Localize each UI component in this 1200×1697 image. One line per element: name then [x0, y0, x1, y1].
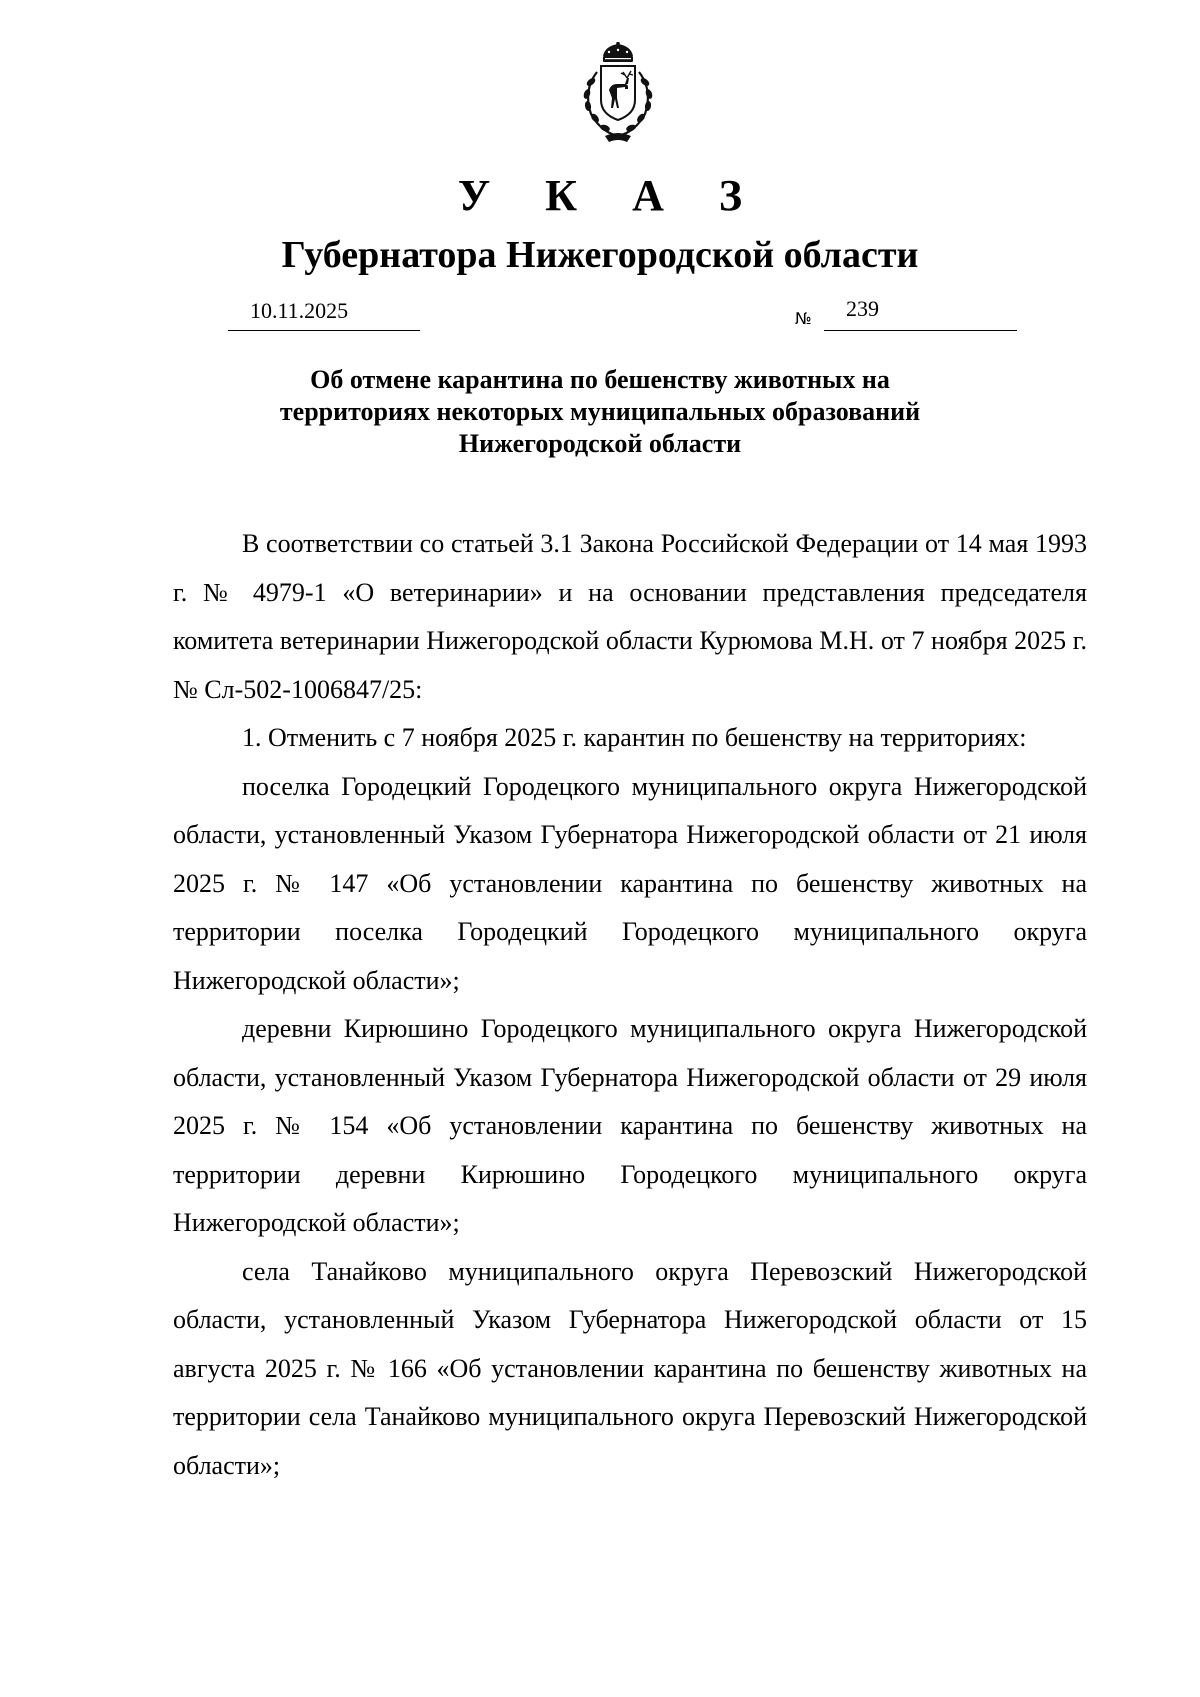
body-paragraph-kiryushino: деревни Кирюшино Городецкого муниципального округа Нижегородской области, установленный Указом Губернатора Нижегородской области от 29 июля 2025 г. № 154 «Об установлении карантина по бешенству животных на территории деревни Кирюшино Городецкого муниципального округа Нижегородской области»;: [173, 1014, 1087, 1237]
document-body: [173, 520, 1087, 1490]
document-type-title: У К А З: [457, 171, 765, 220]
coat-of-arms-icon: [565, 42, 671, 146]
number-sign: №: [795, 309, 812, 328]
body-paragraph-item-1: 1. Отменить с 7 ноября 2025 г. карантин по бешенству на территориях:: [242, 723, 1027, 752]
document-date: 10.11.2025: [250, 298, 349, 323]
number-field: [824, 296, 1017, 331]
document-number: 239: [846, 296, 879, 321]
date-field: [228, 296, 420, 331]
issuer-title: Губернатора Нижегородской области: [281, 234, 919, 276]
body-paragraph-preamble: В соответствии со статьей 3.1 Закона Российской Федерации от 14 мая 1993 г. № 4979-1 «О ветеринарии» и на основании представления председателя комитета ветеринарии Нижегородской области Курюмова М.Н. от 7 ноября 2025 г. № Сл-502-1006847/25:: [173, 529, 1087, 704]
document-subject: [200, 364, 1000, 460]
subject-line-2: территориях некоторых муниципальных образований: [279, 397, 921, 426]
body-paragraph-gorodetsky: поселка Городецкий Городецкого муниципального округа Нижегородской области, установленный Указом Губернатора Нижегородской области от 21 июля 2025 г. № 147 «Об установлении карантина по бешенству животных на территории поселка Городецкий Городецкого муниципального округа Нижегородской области»;: [173, 771, 1087, 995]
subject-line-3: Нижегородской области: [458, 429, 742, 458]
subject-line-1: Об отмене карантина по бешенству животных на: [310, 365, 890, 394]
body-paragraph-tanaykovo: села Танайково муниципального округа Перевозский Нижегородской области, установленный Указом Губернатора Нижегородской области от 15 августа 2025 г. № 166 «Об установлении карантина по бешенству животных на территории села Танайково муниципального округа Перевозский Нижегородской области»;: [173, 1256, 1087, 1480]
